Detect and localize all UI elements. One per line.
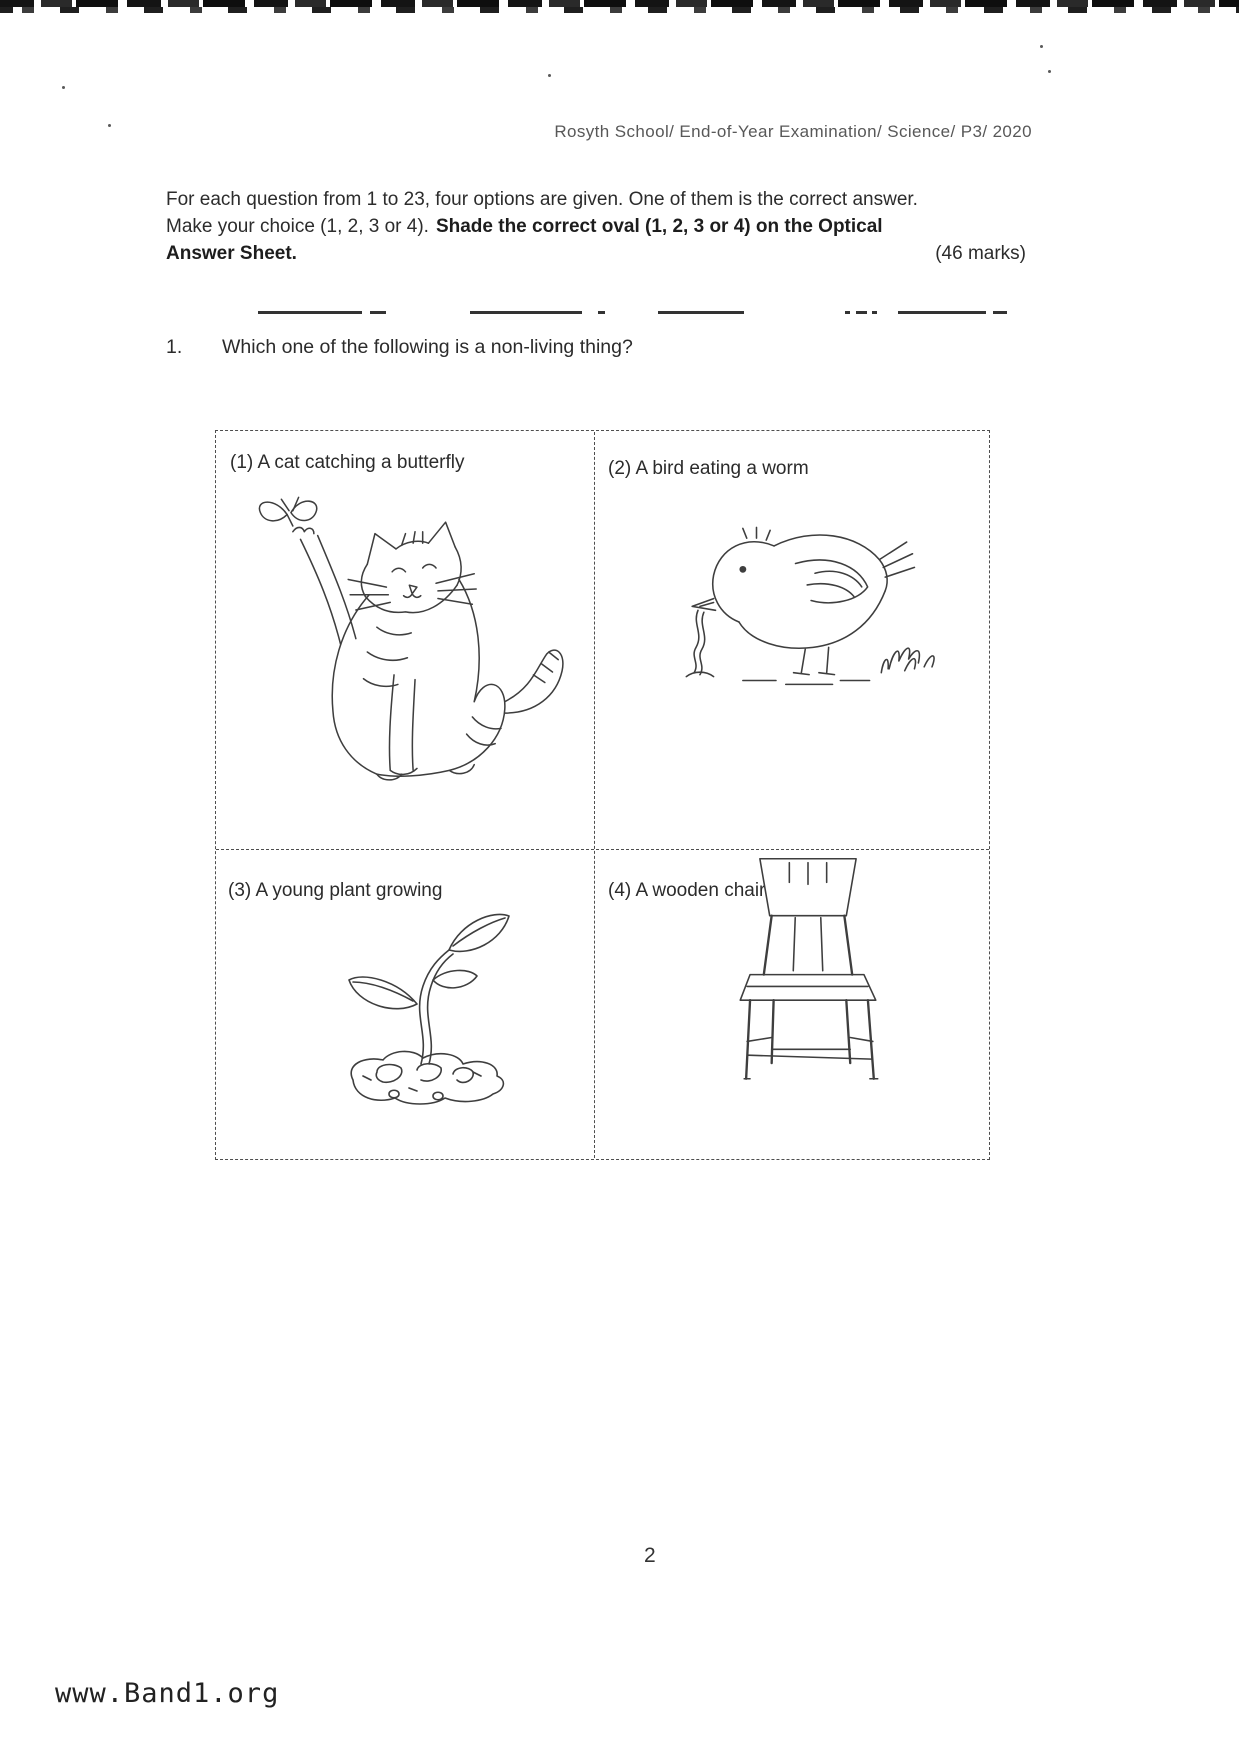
scan-noise-band	[0, 0, 1239, 13]
instructions-line2	[166, 213, 1026, 240]
option-4-label: (4) A wooden chair	[608, 880, 766, 901]
instructions-line1: For each question from 1 to 23, four options are given. One of them is the correct answer.	[166, 189, 918, 210]
page-number: 2	[644, 1544, 656, 1567]
option-1-label: (1) A cat catching a butterfly	[230, 452, 465, 473]
option-3-label: (3) A young plant growing	[228, 880, 443, 901]
scan-speck	[1048, 70, 1051, 73]
instructions-line2-regular: Make your choice (1, 2, 3 or 4).	[166, 216, 429, 237]
instructions-paragraph	[166, 186, 1026, 267]
instructions-line3	[166, 240, 1026, 267]
instructions-line2-bold: Shade the correct oval (1, 2, 3 or 4) on the Optical	[435, 216, 883, 237]
scan-speck	[62, 86, 65, 89]
scan-speck	[108, 124, 111, 127]
marks-label: (46 marks)	[935, 243, 1026, 264]
instructions-line3-bold: Answer Sheet.	[166, 243, 297, 264]
watermark-url: www.Band1.org	[55, 1678, 280, 1709]
bird-illustration	[648, 505, 943, 700]
options-grid-vertical-divider	[594, 432, 595, 1158]
option-2-label: (2) A bird eating a worm	[608, 458, 809, 479]
chair-illustration	[713, 845, 903, 1120]
scan-speck	[1040, 45, 1043, 48]
scan-speck	[548, 74, 551, 77]
question-number: 1.	[166, 336, 183, 358]
plant-illustration	[293, 858, 553, 1108]
cat-illustration	[233, 484, 578, 799]
question-text: Which one of the following is a non-living thing?	[222, 336, 633, 358]
page-header: Rosyth School/ End-of-Year Examination/ Science/ P3/ 2020	[554, 122, 1032, 141]
